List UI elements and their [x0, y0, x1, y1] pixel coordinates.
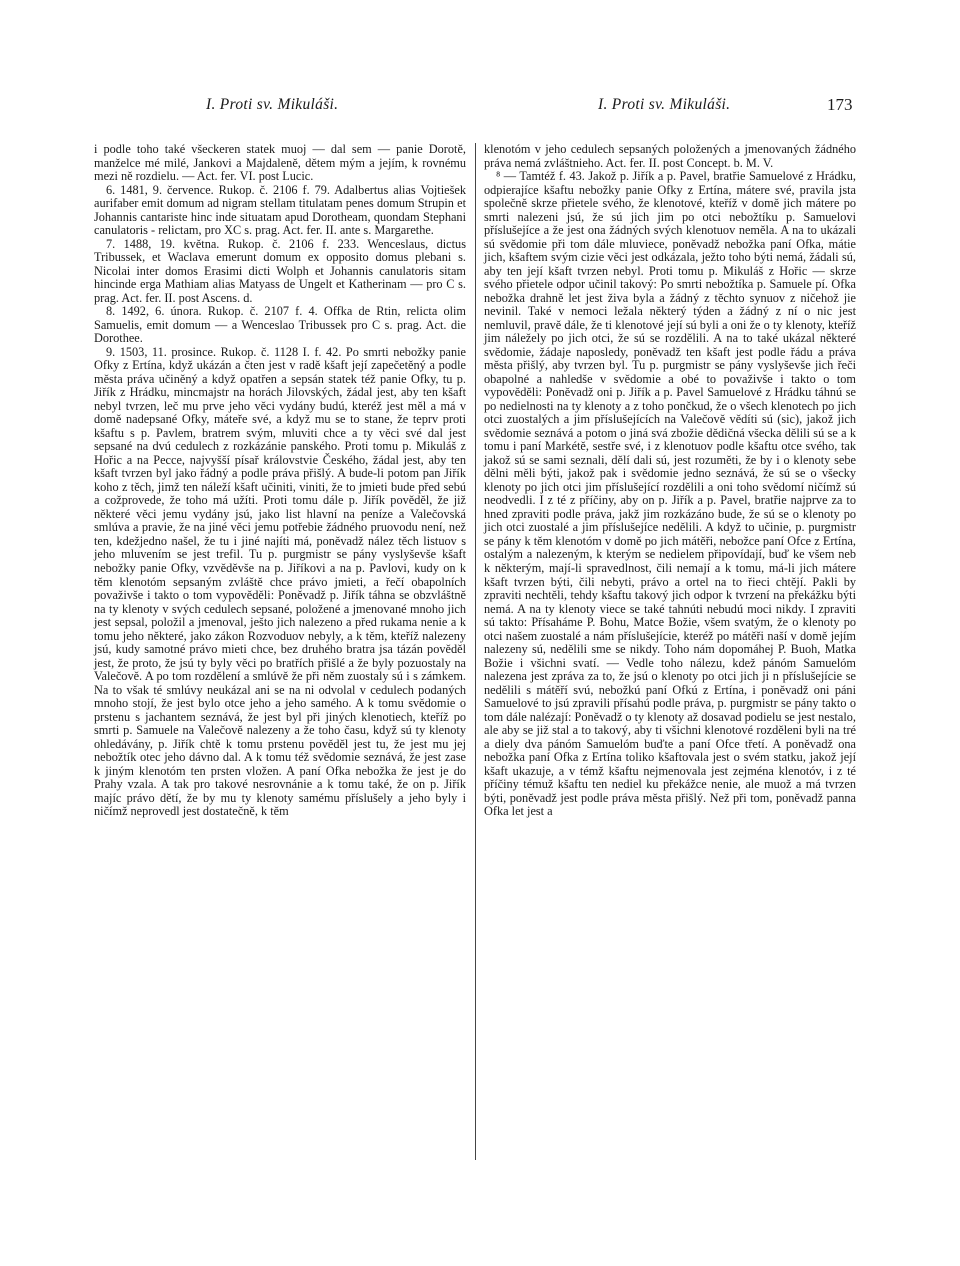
paragraph: klenotóm v jeho cedulech sepsaných položených a jmenovaných žádného práva nemá zvláštnieho. Act. fer. II. post Concept. b. M. V. — [484, 142, 856, 170]
page-number: 173 — [827, 95, 853, 114]
left-running-title: I. Proti sv. Mikuláši. — [206, 96, 339, 113]
column-divider — [475, 143, 476, 1160]
paragraph: ⁸ — Tamtéž f. 43. Jakož p. Jiřík a p. Pavel, bratřie Samuelové z Hrádku, odpierajíce kšaftu nebožky panie Ofky z Ertína, mátere své, pravila jsta společně skrze přietele svého, že klenotové, kteříž v domě jich mátere po smrti nalezeni jsú, že sú jich jim po otci nebožtíku p. Samuelovi příslušejíce a že jest ona žádných svých klenotuov neměla. A na to ukázali sú svědomie při tom dále mluviece, poněvadž nebožka paní Ofka, mátie jich, kšaftem svým cizie věci jest odkázala, ježto toho býti nemá, žádali sú, aby ten její kšaft tvrzen nebyl. Proti tomu p. Mikuláš z Hořic — skrze svého přietele odpor učinil takový: Po smrti nebožtíka p. Samuele pí. Ofka nebožka drahně let jest živa byla a žádný z těchto synuov z ničehož jie nevinil. Také v nemoci ležala některý týden a žádný z ní o nic jest nemluvil, pravě dále, že ti klenotové její sú byli a oni že o ty klenoty, kteříž jim náležely po jich otci, že sú se rozdělili. A na to také ukázal některé svědomie, žádaje naposledy, poněvadž ten kšaft jest podle řádu a práva města přišlý, aby tvrzen byl. Tu p. purgmistr se pány vyslyševše jich řeči obapolné a nahledše v svědomie a obé to považivše i takto o tom vypověděli: Poněvadž oni p. Jiřík a p. Pavel Samuelové z Hrádku táhnú se po nedielnosti na ty klenoty a z toho pončkud, že o všech klenotech po jich otci zuostalých a jim příslušejících na Valečově vědíti sú (sic), jakož jich svědomie seznává a potom o jiná svá zbožie dědičná všecka dělili sú se a k tomu i paní Markétě, sestře své, i z klenotuov podle kšaftu otce svého, tak jakož sú se sami seznali, dělí dali sú, jest rozuměti, že by i o klenoty sebe dělni měli býti, jakož pak i svědomie jedno seznává, že sú se o všecky klenoty po jich otci jim příslušející rozdělili a oni toho svědomí ničímž sú neodvedli. I z té z příčiny, aby on p. Jiřík a p. Pavel, bratřie najprve za to hned zpraviti podle práva, jakž jim rozkázáno bude, že sú se o klenoty po jich otci zuostalé a jim příslušejíce nedělili. A když to učinie, p. purgmistr se pány k těm klenotóm v domě po jich mátěři, nebožce paní Ofce z Ertína, ostalým a nalezeným, k kterým se nedielem připovídají, buď ke všem neb k některým, mají-li spravedlnost, čili nemají a k tomu, má-li jich mátere kšaft tvrzen býti, čili nebyti, právo a ortel na to řieci chtějí. Pakli by zpraviti nechtěli, tehdy kšaftu takový jich odpor k tvrzení na překážku býti nemá. A na ty klenoty viece se také tahnúti nebudú moci nikdy. I zpraviti sú takto: Přísaháme P. Bohu, Matce Božie, všem svatým, že o klenoty po otci našem zuostalé a nám příslušejície, kteréž po mátěři naší v domě jejím nalezeny sú, nedělili sme se nikdy. Toho nám dopomáhej P. Buoh, Matka Božie i všichni svatí. — Vedle toho nálezu, kdež pánóm Samuelóm nalezena jest zpráva za to, že jsú o klenoty po otci jich ji n příslušejície se nedělili s mátěří svú, nebožkú paní Ofkú z Ertína, i poněvadž oni páni Samuelové to jsú zpravili přísahú podle práva, p. purgmistr se pány takto o tom dále nalézají: Poněvadž o ty klenoty až dosavad podielu se jest nestalo, ale aby se již stal a to takový, aby ti všichni klenotové rozděleni byli na tré a diely dva pánóm Samuelóm buďte a paní Ofce třetí. A poněvadž ona nebožka paní Ofka z Ertína toliko kšaftovala jest o svém statku, jakož její kšaft ukazuje, a v témž kšaftu nejmenovala jest zejména klenotóv, i z té příčiny témuž kšaftu ten nediel ku překážce nenie, ale muož a má tvrzen býti, poněvadž jest podle práva města přišlý. Než při tom, poněvadž panna Ofka let jest a — [484, 169, 856, 819]
paragraph: 6. 1481, 9. července. Rukop. č. 2106 f. 79. Adalbertus alias Vojtiešek aurifaber emit domum ad nigram stellam titulatam penes domum Strupin et Johannis cantariste hinc inde situatam apud Dorotheam, quondam Stephani canulatoris - relictam, pro XC s. prag. Act. fer. II. ante s. Margarethe. — [94, 182, 466, 238]
paragraph: i podle toho také všeckeren statek muoj — dal sem — panie Dorotě, manželce mé milé, Jankovi a Majdaleně, dětem mým a jejím, k rovnému mezi ně rozdielu. — Act. fer. VI. post Lucic. — [94, 142, 466, 184]
running-header — [0, 96, 960, 120]
right-column — [484, 143, 856, 819]
paragraph: 9. 1503, 11. prosince. Rukop. č. 1128 I. f. 42. Po smrti nebožky panie Ofky z Ertína, když ukázán a čten jest v radě kšaft její zapečetěný a podle města práva učiněný a když opatřen a sepsán statek též panie Ofky, tu p. Jiřík z Hrádku, mincmajstr na horách Jilovských, žádal jest, aby ten kšaft nebyl tvrzen, leč mu prve jeho věci vydány budú, kteréž jest měl a má v domě nadepsané Ofky, máteře své, a když mu se to stane, že teprv proti kšaftu s p. Pavlem, bratrem svým, mluviti chce a ty věci své dal jest sepsané na dvú cedulech z rozkázánie panského. Proti tomu p. Mikuláš z Hořic a na Pecce, najvyšší písař královstvie Českého, žádal jest, aby ten kšaft tvrzen byl jako řádný a podle práva přišlý. A bude-li potom pan Jiřík koho z těch, jimž ten náleží kšaft učiniti, viniti, že to jmieti bude před sebú a cožprovede, že toho má užíti. Proti tomu dále p. Jiřík pověděl, že již některé věci jemu vydány jsú, jako list hlavní na peníze a Valečovská smlúva a pravie, že na jiné věci jemu potřebie žádného pruovodu není, než ten, kdežjedno našel, že tu i jiné najíti má, poněvadž nález těch listuov s jeho mluvením se jest trefil. Tu p. purgmistr se pány vyslyševše kšaft nebožky panie Ofky, vzvěděvše na p. Jiříkovi a na p. Pavlovi, kudy on k těm klenotóm sepsaným zvláště chce právo jmieti, a řečí obapolních považivše i takto o tom vypověděli: Poněvadž p. Jiřík táhna se obzvláštně na ty klenoty v svých cedulech sepsané, položené a jmenované mnoho jich jest sepsal, položil a jmenoval, ješto jich nalezeno a před rukama nenie a k tomu jeho některé, jako zákon Rozvoduov nebyly, a k těm, kteříž nalezeny jsú, kudy samotné právo mieti chce, bez druhého bratra jsa tázán pověděl jest, že proto, že jsú ty byly věci po bratřích přišlé a že byly pozuostaly na Valečově. A po tom rozdělení a smlúvě že při něm zuostaly sú i s zámkem. Na to však té smlúvy neukázal ani se na ni odvolal v cedulech podaných mnoho stojí, že jest bylo otce jeho a jeho samého. A k tomu svědomie o prstenu s jachantem seznává, že jest byl při jiných klenotiech, kteříž po smrti p. Samuele na Valečově nalezeny a že toho času, když sú ty klenoty ohledávány, p. Jiřík chtě k tomu prstenu pověděl jest tu, že jest mu jej nebožtík otec jeho dávno dal. A k tomu též svědomie seznává, že jest zase k jiným klenotóm ten prsten vložen. A paní Ofka nebožka že jest je do Prahy vzala. A tak pro takové nesrovnánie a k tomu také, že on p. Jiřík majíc právo dětí, že by mu ty klenoty samému příslušely a jeho byly i ničímž neprovedl jest dostatečně, k těm — [94, 344, 466, 819]
left-column — [94, 143, 466, 819]
paragraph: 8. 1492, 6. února. Rukop. č. 2107 f. 4. Offka de Rtin, relicta olim Samuelis, emit domum — a Wenceslao Tribussek pro C s. prag. Act. die Dorothee. — [94, 304, 466, 346]
right-running-title: I. Proti sv. Mikuláši. — [598, 96, 731, 113]
paragraph: 7. 1488, 19. května. Rukop. č. 2106 f. 233. Wenceslaus, dictus Tribussek, et Waclava emerunt domum ex opposito domus plebani s. Nicolai inter domos Erasimi dicti Wolph et Johannis canulatoris sitam hincinde erga Mathiam alias Matyass de Ungelt et Katherinam — pro C s. prag. Act. fer. II. post Ascens. d. — [94, 236, 466, 305]
